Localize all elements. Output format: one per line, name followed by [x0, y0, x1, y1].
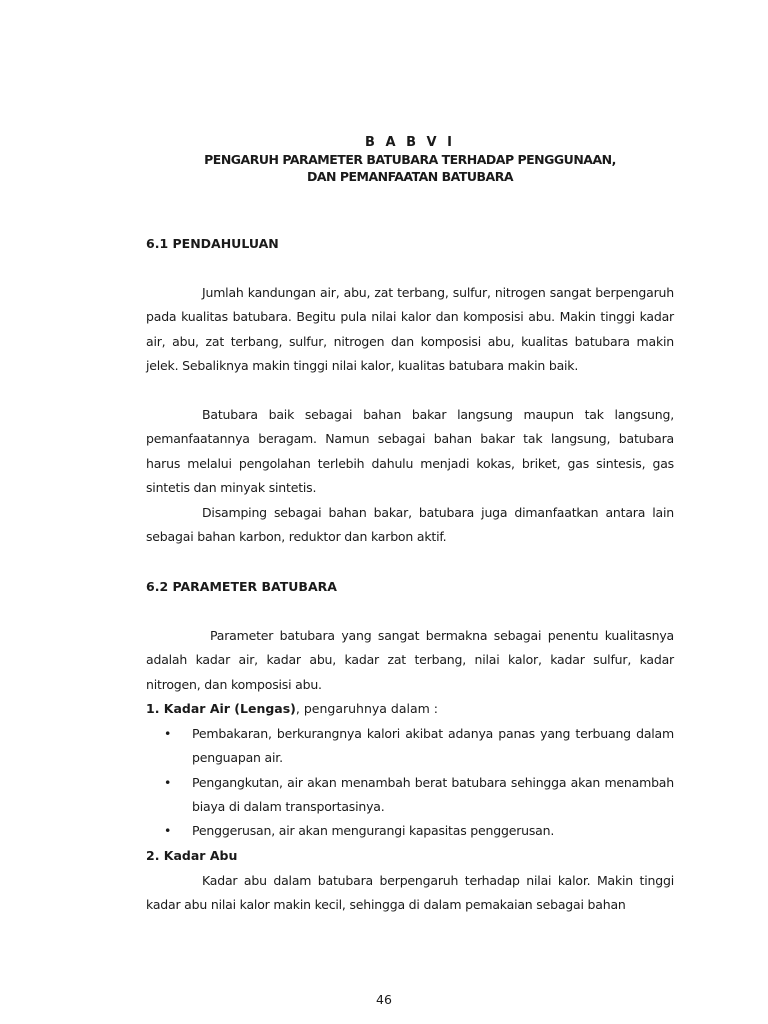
section-heading-pendahuluan: 6.1 PENDAHULUAN	[146, 236, 279, 251]
chapter-title-line-1: PENGARUH PARAMETER BATUBARA TERHADAP PENGGUNAAN,	[204, 152, 616, 167]
bullet-list	[146, 722, 674, 843]
chapter-header	[146, 134, 674, 185]
list-item: • Pembakaran, berkurangnya kalori akibat adanya panas yang terbuang dalam penguapan air.	[146, 722, 674, 771]
chapter-title-line-2: DAN PEMANFAATAN BATUBARA	[306, 169, 514, 184]
paragraph-3: Disamping sebagai bahan bakar, batubara juga dimanfaatkan antara lain sebagai bahan karbon, reduktor dan karbon aktif.	[146, 505, 674, 545]
list-item: • Pengangkutan, air akan menambah berat batubara sehingga akan menambah biaya di dalam transportasinya.	[146, 771, 674, 820]
paragraph-5: Kadar abu dalam batubara berpengaruh terhadap nilai kalor. Makin tinggi kadar abu nilai kalor makin kecil, sehingga di dalam pemakaian sebagai bahan	[146, 873, 674, 913]
item-1-heading	[146, 701, 438, 716]
item-1-title: 1. Kadar Air (Lengas)	[146, 701, 296, 716]
item-1-suffix: , pengaruhnya dalam :	[295, 701, 439, 716]
paragraph-4: Parameter batubara yang sangat bermakna sebagai penentu kualitasnya adalah kadar air, kadar abu, kadar zat terbang, nilai kalor, kadar sulfur, kadar nitrogen, dan komposisi abu.	[146, 628, 674, 692]
bullet-icon: •	[164, 726, 172, 741]
section-heading-parameter: 6.2 PARAMETER BATUBARA	[146, 579, 337, 594]
paragraph-1: Jumlah kandungan air, abu, zat terbang, sulfur, nitrogen sangat berpengaruh pada kualitas batubara. Begitu pula nilai kalor dan komposisi abu. Makin tinggi kadar air, abu, zat terbang, sulfur, nitrogen dan komposisi abu, kualitas batubara makin jelek. Sebaliknya makin tinggi nilai kalor, kualitas batubara makin baik.	[146, 285, 674, 373]
list-item: • Penggerusan, air akan mengurangi kapasitas penggerusan.	[146, 819, 674, 843]
page-number: 46	[376, 992, 392, 1007]
item-2-title: 2. Kadar Abu	[146, 848, 238, 863]
bullet-icon: •	[164, 823, 172, 839]
bullet-icon: •	[164, 774, 172, 790]
chapter-number: B A B V I	[365, 135, 455, 150]
item-2-heading	[146, 848, 237, 863]
paragraph-2: Batubara baik sebagai bahan bakar langsung maupun tak langsung, pemanfaatannya beragam. Namun sebagai bahan bakar tak langsung, batubara harus melalui pengolahan terlebih dahulu menjadi kokas, briket, gas sintesis, gas sintetis dan minyak sintetis.	[146, 407, 674, 495]
